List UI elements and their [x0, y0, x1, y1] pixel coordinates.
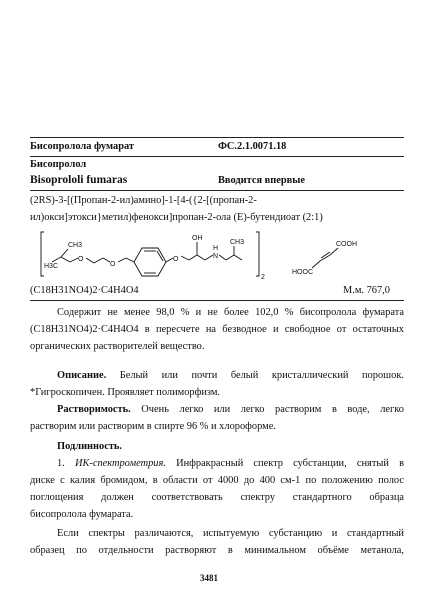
- svg-text:COOH: COOH: [336, 241, 357, 248]
- identity-line-1: 1. ИК-спектрометрия. Инфракрасный спектр субстанции, снятый в: [57, 458, 404, 469]
- svg-text:H: H: [213, 245, 219, 252]
- page-number: 3481: [200, 573, 218, 583]
- svg-text:CH3: CH3: [68, 242, 83, 249]
- header-top-rule: [30, 137, 404, 138]
- ir-method-title: ИК-спектрометрия.: [74, 458, 166, 469]
- short-name: Бисопролол: [30, 159, 87, 170]
- status-text: Вводится впервые: [218, 175, 305, 186]
- monograph-code: ФС.2.1.0071.18: [218, 141, 287, 152]
- substance-name: Бисопролола фумарат: [30, 141, 134, 152]
- structural-formula: [30, 228, 404, 282]
- description-line-2: *Гигроскопичен. Проявляет полиморфизм.: [30, 387, 221, 398]
- header-bottom-rule: [30, 190, 404, 191]
- identity-line-3: поглощения должен соответствовать спектру стандартного образца: [30, 492, 404, 503]
- description-title: Описание.: [57, 370, 107, 381]
- content-line-2: (C18H31NO4)2·C4H4O4 в пересчете на безводное и свободное от остаточных: [30, 324, 404, 335]
- chemical-name-line-1: (2RS)-3-[(Пропан-2-ил)амино]-1-[4-({2-[(пропан-2-: [30, 195, 257, 206]
- identity-line-2: диске с калия бромидом, в области от 4000 до 400 см-1 по положению полос: [30, 475, 404, 486]
- solubility-title: Растворимость.: [57, 404, 131, 415]
- solubility-line-2: растворим или растворим в спирте 96 % и хлороформе.: [30, 421, 276, 432]
- solubility-line-1: Растворимость. Очень легко или легко растворим в воде, легко: [57, 404, 404, 415]
- svg-text:O: O: [110, 261, 116, 268]
- content-line-1: Содержит не менее 98,0 % и не более 102,0 % бисопролола фумарата: [57, 307, 404, 318]
- header-mid-rule: [30, 156, 404, 157]
- svg-text:2: 2: [261, 274, 265, 281]
- molecular-formula: (C18H31NO4)2·C4H4O4: [30, 285, 139, 296]
- identity-line-4: бисопролола фумарата.: [30, 509, 134, 520]
- content-line-3: органических растворителей вещество.: [30, 341, 205, 352]
- molecular-weight: М.м. 767,0: [343, 285, 390, 296]
- identity-line-6: образец по отдельности растворяют в минимальном объёме метанола,: [30, 545, 404, 556]
- svg-text:CH3: CH3: [230, 239, 245, 246]
- svg-text:HOOC: HOOC: [292, 269, 313, 276]
- svg-text:OH: OH: [192, 235, 203, 242]
- description-line-1: Описание. Белый или почти белый кристаллический порошок.: [57, 370, 404, 381]
- svg-text:O: O: [78, 256, 84, 263]
- identity-line-5: Если спектры различаются, испытуемую субстанцию и стандартный: [57, 528, 404, 539]
- latin-name: Bisoprololi fumaras: [30, 174, 128, 186]
- svg-text:N: N: [213, 253, 219, 260]
- chemical-name-line-2: ил)окси]этокси}метил)фенокси]пропан-2-ола (E)-бутендиоат (2:1): [30, 212, 323, 223]
- svg-text:O: O: [173, 256, 179, 263]
- identity-title: Подлинность.: [57, 441, 123, 452]
- formula-rule: [30, 300, 404, 301]
- svg-text:H3C: H3C: [44, 263, 59, 270]
